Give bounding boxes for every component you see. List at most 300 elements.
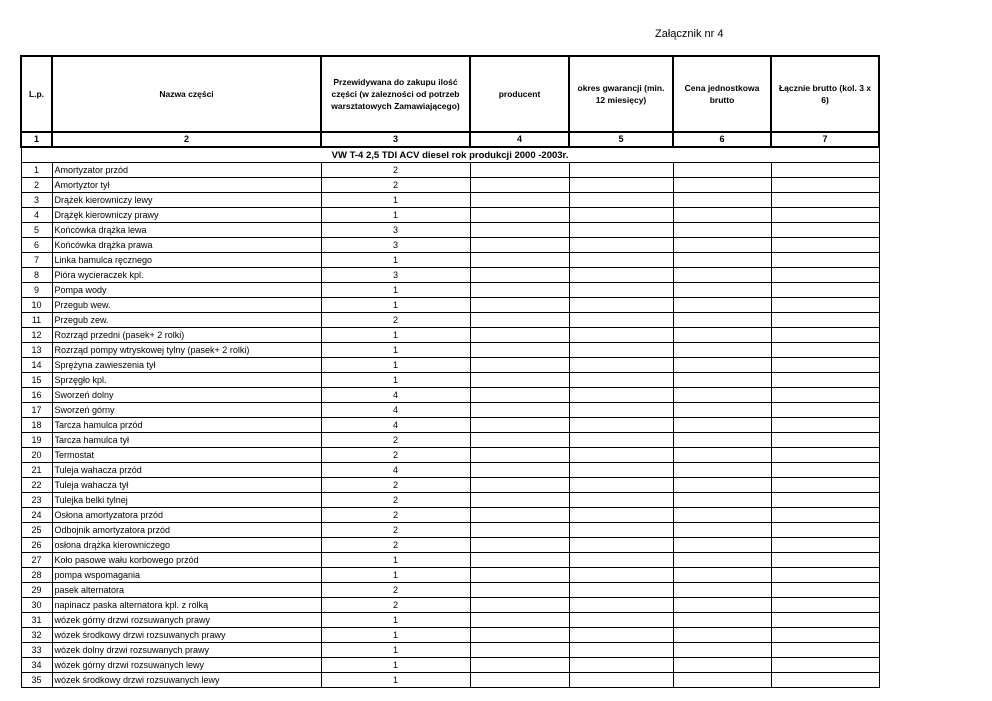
row-lp-cell: 18 bbox=[21, 418, 52, 433]
row-lp-cell: 2 bbox=[21, 178, 52, 193]
row-producer-cell bbox=[470, 208, 569, 223]
row-warranty-cell bbox=[569, 448, 673, 463]
table-row bbox=[21, 163, 879, 178]
row-total-cell bbox=[771, 373, 879, 388]
row-warranty-cell bbox=[569, 178, 673, 193]
row-producer-cell bbox=[470, 253, 569, 268]
row-producer-cell bbox=[470, 163, 569, 178]
row-producer-cell bbox=[470, 508, 569, 523]
row-qty-cell: 1 bbox=[321, 253, 470, 268]
row-total-cell bbox=[771, 478, 879, 493]
row-lp-cell: 16 bbox=[21, 388, 52, 403]
row-name-cell: Końcówka drążka prawa bbox=[52, 238, 321, 253]
table-row bbox=[21, 568, 879, 583]
row-total-cell bbox=[771, 643, 879, 658]
row-lp-cell: 35 bbox=[21, 673, 52, 688]
header-unit-price: Cena jednostkowa brutto bbox=[673, 56, 771, 132]
row-producer-cell bbox=[470, 643, 569, 658]
row-unit-price-cell bbox=[673, 418, 771, 433]
row-total-cell bbox=[771, 418, 879, 433]
row-name-cell: Odbojnik amortyzatora przód bbox=[52, 523, 321, 538]
row-name-cell: Koło pasowe wału korbowego przód bbox=[52, 553, 321, 568]
row-warranty-cell bbox=[569, 373, 673, 388]
row-producer-cell bbox=[470, 268, 569, 283]
table-row bbox=[21, 553, 879, 568]
row-name-cell: Sworzeń górny bbox=[52, 403, 321, 418]
row-producer-cell bbox=[470, 433, 569, 448]
row-lp-cell: 6 bbox=[21, 238, 52, 253]
row-producer-cell bbox=[470, 418, 569, 433]
row-unit-price-cell bbox=[673, 193, 771, 208]
table-row bbox=[21, 583, 879, 598]
table-row bbox=[21, 403, 879, 418]
row-lp-cell: 5 bbox=[21, 223, 52, 238]
row-warranty-cell bbox=[569, 298, 673, 313]
row-qty-cell: 2 bbox=[321, 178, 470, 193]
row-warranty-cell bbox=[569, 673, 673, 688]
row-warranty-cell bbox=[569, 658, 673, 673]
row-name-cell: napinacz paska alternatora kpl. z rolką bbox=[52, 598, 321, 613]
row-producer-cell bbox=[470, 283, 569, 298]
row-qty-cell: 4 bbox=[321, 463, 470, 478]
row-total-cell bbox=[771, 268, 879, 283]
row-warranty-cell bbox=[569, 253, 673, 268]
row-qty-cell: 1 bbox=[321, 358, 470, 373]
row-unit-price-cell bbox=[673, 478, 771, 493]
row-qty-cell: 1 bbox=[321, 568, 470, 583]
row-qty-cell: 1 bbox=[321, 613, 470, 628]
row-producer-cell bbox=[470, 223, 569, 238]
row-total-cell bbox=[771, 193, 879, 208]
row-total-cell bbox=[771, 328, 879, 343]
row-lp-cell: 3 bbox=[21, 193, 52, 208]
row-producer-cell bbox=[470, 298, 569, 313]
row-unit-price-cell bbox=[673, 493, 771, 508]
row-total-cell bbox=[771, 358, 879, 373]
row-warranty-cell bbox=[569, 313, 673, 328]
row-total-cell bbox=[771, 433, 879, 448]
row-warranty-cell bbox=[569, 583, 673, 598]
row-unit-price-cell bbox=[673, 388, 771, 403]
row-warranty-cell bbox=[569, 223, 673, 238]
row-total-cell bbox=[771, 673, 879, 688]
row-qty-cell: 1 bbox=[321, 298, 470, 313]
row-unit-price-cell bbox=[673, 508, 771, 523]
row-producer-cell bbox=[470, 493, 569, 508]
row-qty-cell: 1 bbox=[321, 673, 470, 688]
row-unit-price-cell bbox=[673, 463, 771, 478]
row-name-cell: wózek środkowy drzwi rozsuwanych prawy bbox=[52, 628, 321, 643]
row-producer-cell bbox=[470, 598, 569, 613]
row-total-cell bbox=[771, 178, 879, 193]
table-row bbox=[21, 643, 879, 658]
row-producer-cell bbox=[470, 238, 569, 253]
row-total-cell bbox=[771, 508, 879, 523]
table-row bbox=[21, 538, 879, 553]
row-total-cell bbox=[771, 583, 879, 598]
row-qty-cell: 2 bbox=[321, 478, 470, 493]
row-lp-cell: 25 bbox=[21, 523, 52, 538]
row-warranty-cell bbox=[569, 613, 673, 628]
row-warranty-cell bbox=[569, 268, 673, 283]
row-qty-cell: 1 bbox=[321, 553, 470, 568]
row-name-cell: Przegub zew. bbox=[52, 313, 321, 328]
row-name-cell: Drążek kierowniczy lewy bbox=[52, 193, 321, 208]
row-producer-cell bbox=[470, 328, 569, 343]
table-row bbox=[21, 673, 879, 688]
row-total-cell bbox=[771, 523, 879, 538]
row-warranty-cell bbox=[569, 538, 673, 553]
row-unit-price-cell bbox=[673, 403, 771, 418]
row-lp-cell: 12 bbox=[21, 328, 52, 343]
table-row bbox=[21, 628, 879, 643]
row-lp-cell: 13 bbox=[21, 343, 52, 358]
table-row bbox=[21, 493, 879, 508]
row-producer-cell bbox=[470, 463, 569, 478]
row-warranty-cell bbox=[569, 163, 673, 178]
row-total-cell bbox=[771, 313, 879, 328]
row-warranty-cell bbox=[569, 478, 673, 493]
header-name: Nazwa części bbox=[52, 56, 321, 132]
row-producer-cell bbox=[470, 313, 569, 328]
row-unit-price-cell bbox=[673, 163, 771, 178]
row-name-cell: Drążęk kierowniczy prawy bbox=[52, 208, 321, 223]
row-total-cell bbox=[771, 298, 879, 313]
row-qty-cell: 2 bbox=[321, 163, 470, 178]
row-warranty-cell bbox=[569, 598, 673, 613]
row-unit-price-cell bbox=[673, 628, 771, 643]
row-unit-price-cell bbox=[673, 178, 771, 193]
table-row bbox=[21, 253, 879, 268]
row-warranty-cell bbox=[569, 493, 673, 508]
row-name-cell: Tarcza hamulca tył bbox=[52, 433, 321, 448]
column-number: 1 bbox=[21, 132, 52, 147]
row-warranty-cell bbox=[569, 403, 673, 418]
section-title: VW T-4 2,5 TDI ACV diesel rok produkcji 2000 -2003r. bbox=[21, 147, 879, 163]
row-name-cell: Sprzęgło kpl. bbox=[52, 373, 321, 388]
row-qty-cell: 2 bbox=[321, 598, 470, 613]
row-total-cell bbox=[771, 208, 879, 223]
row-qty-cell: 4 bbox=[321, 418, 470, 433]
row-qty-cell: 1 bbox=[321, 208, 470, 223]
row-lp-cell: 34 bbox=[21, 658, 52, 673]
header-lp: L.p. bbox=[21, 56, 52, 132]
row-unit-price-cell bbox=[673, 673, 771, 688]
row-unit-price-cell bbox=[673, 358, 771, 373]
row-qty-cell: 1 bbox=[321, 373, 470, 388]
row-total-cell bbox=[771, 163, 879, 178]
row-producer-cell bbox=[470, 613, 569, 628]
row-unit-price-cell bbox=[673, 538, 771, 553]
row-warranty-cell bbox=[569, 523, 673, 538]
row-total-cell bbox=[771, 568, 879, 583]
table-row bbox=[21, 298, 879, 313]
row-lp-cell: 17 bbox=[21, 403, 52, 418]
row-name-cell: osłona drążka kierowniczego bbox=[52, 538, 321, 553]
row-unit-price-cell bbox=[673, 643, 771, 658]
row-lp-cell: 9 bbox=[21, 283, 52, 298]
row-lp-cell: 32 bbox=[21, 628, 52, 643]
row-producer-cell bbox=[470, 358, 569, 373]
row-unit-price-cell bbox=[673, 583, 771, 598]
table-row bbox=[21, 448, 879, 463]
row-qty-cell: 2 bbox=[321, 583, 470, 598]
header-qty: Przewidywana do zakupu ilość części (w zalezności od potrzeb warsztatowych Zamawiającego) bbox=[321, 56, 470, 132]
row-lp-cell: 15 bbox=[21, 373, 52, 388]
row-warranty-cell bbox=[569, 643, 673, 658]
row-warranty-cell bbox=[569, 568, 673, 583]
row-qty-cell: 2 bbox=[321, 508, 470, 523]
row-unit-price-cell bbox=[673, 658, 771, 673]
row-producer-cell bbox=[470, 373, 569, 388]
row-lp-cell: 21 bbox=[21, 463, 52, 478]
row-qty-cell: 2 bbox=[321, 538, 470, 553]
row-warranty-cell bbox=[569, 238, 673, 253]
row-unit-price-cell bbox=[673, 523, 771, 538]
row-name-cell: Końcówka drążka lewa bbox=[52, 223, 321, 238]
column-number: 7 bbox=[771, 132, 879, 147]
row-lp-cell: 10 bbox=[21, 298, 52, 313]
row-qty-cell: 4 bbox=[321, 403, 470, 418]
table-row bbox=[21, 433, 879, 448]
table-row bbox=[21, 523, 879, 538]
row-name-cell: wózek dolny drzwi rozsuwanych prawy bbox=[52, 643, 321, 658]
attachment-label: Załącznik nr 4 bbox=[655, 28, 724, 40]
row-name-cell: Termostat bbox=[52, 448, 321, 463]
row-producer-cell bbox=[470, 388, 569, 403]
row-warranty-cell bbox=[569, 193, 673, 208]
row-total-cell bbox=[771, 493, 879, 508]
row-unit-price-cell bbox=[673, 373, 771, 388]
row-total-cell bbox=[771, 538, 879, 553]
row-unit-price-cell bbox=[673, 613, 771, 628]
row-name-cell: wózek środkowy drzwi rozsuwanych lewy bbox=[52, 673, 321, 688]
row-total-cell bbox=[771, 403, 879, 418]
column-number: 4 bbox=[470, 132, 569, 147]
header-row bbox=[21, 56, 879, 132]
row-unit-price-cell bbox=[673, 598, 771, 613]
column-number: 3 bbox=[321, 132, 470, 147]
row-name-cell: Tarcza hamulca przód bbox=[52, 418, 321, 433]
row-qty-cell: 1 bbox=[321, 628, 470, 643]
row-warranty-cell bbox=[569, 628, 673, 643]
row-warranty-cell bbox=[569, 433, 673, 448]
table-row bbox=[21, 223, 879, 238]
row-warranty-cell bbox=[569, 508, 673, 523]
header-total: Łącznie brutto (kol. 3 x 6) bbox=[771, 56, 879, 132]
row-producer-cell bbox=[470, 403, 569, 418]
row-lp-cell: 29 bbox=[21, 583, 52, 598]
row-unit-price-cell bbox=[673, 448, 771, 463]
row-qty-cell: 1 bbox=[321, 328, 470, 343]
header-producer: producent bbox=[470, 56, 569, 132]
row-producer-cell bbox=[470, 193, 569, 208]
row-warranty-cell bbox=[569, 343, 673, 358]
row-qty-cell: 4 bbox=[321, 388, 470, 403]
row-total-cell bbox=[771, 283, 879, 298]
row-total-cell bbox=[771, 463, 879, 478]
row-qty-cell: 1 bbox=[321, 283, 470, 298]
row-lp-cell: 7 bbox=[21, 253, 52, 268]
row-producer-cell bbox=[470, 583, 569, 598]
row-name-cell: wózek górny drzwi rozsuwanych lewy bbox=[52, 658, 321, 673]
row-name-cell: Linka hamulca ręcznego bbox=[52, 253, 321, 268]
table-row bbox=[21, 598, 879, 613]
table-row bbox=[21, 478, 879, 493]
row-unit-price-cell bbox=[673, 298, 771, 313]
row-name-cell: Sprężyna zawieszenia tył bbox=[52, 358, 321, 373]
row-total-cell bbox=[771, 613, 879, 628]
table-row bbox=[21, 283, 879, 298]
column-number-row bbox=[21, 132, 879, 147]
row-lp-cell: 22 bbox=[21, 478, 52, 493]
row-total-cell bbox=[771, 628, 879, 643]
row-lp-cell: 33 bbox=[21, 643, 52, 658]
row-warranty-cell bbox=[569, 283, 673, 298]
row-lp-cell: 26 bbox=[21, 538, 52, 553]
row-total-cell bbox=[771, 658, 879, 673]
parts-table bbox=[20, 55, 880, 688]
row-producer-cell bbox=[470, 553, 569, 568]
header-warranty: okres gwarancji (min. 12 miesięcy) bbox=[569, 56, 673, 132]
row-name-cell: pompa wspomagania bbox=[52, 568, 321, 583]
table-row bbox=[21, 193, 879, 208]
row-qty-cell: 2 bbox=[321, 433, 470, 448]
row-unit-price-cell bbox=[673, 283, 771, 298]
column-number: 5 bbox=[569, 132, 673, 147]
row-producer-cell bbox=[470, 568, 569, 583]
row-producer-cell bbox=[470, 178, 569, 193]
row-producer-cell bbox=[470, 343, 569, 358]
row-warranty-cell bbox=[569, 418, 673, 433]
row-qty-cell: 3 bbox=[321, 238, 470, 253]
row-lp-cell: 19 bbox=[21, 433, 52, 448]
row-warranty-cell bbox=[569, 208, 673, 223]
row-unit-price-cell bbox=[673, 253, 771, 268]
row-qty-cell: 2 bbox=[321, 493, 470, 508]
row-name-cell: Amortyztor tył bbox=[52, 178, 321, 193]
row-total-cell bbox=[771, 388, 879, 403]
row-qty-cell: 1 bbox=[321, 343, 470, 358]
row-lp-cell: 8 bbox=[21, 268, 52, 283]
row-unit-price-cell bbox=[673, 238, 771, 253]
row-qty-cell: 3 bbox=[321, 223, 470, 238]
row-lp-cell: 1 bbox=[21, 163, 52, 178]
table-row bbox=[21, 358, 879, 373]
row-name-cell: Tuleja wahacza tył bbox=[52, 478, 321, 493]
row-name-cell: Rozrząd przedni (pasek+ 2 rolki) bbox=[52, 328, 321, 343]
row-name-cell: Pompa wody bbox=[52, 283, 321, 298]
table-row bbox=[21, 313, 879, 328]
table-row bbox=[21, 268, 879, 283]
row-total-cell bbox=[771, 223, 879, 238]
row-warranty-cell bbox=[569, 463, 673, 478]
table-row bbox=[21, 373, 879, 388]
table-row bbox=[21, 463, 879, 478]
row-total-cell bbox=[771, 598, 879, 613]
row-producer-cell bbox=[470, 448, 569, 463]
row-qty-cell: 3 bbox=[321, 268, 470, 283]
row-total-cell bbox=[771, 238, 879, 253]
row-qty-cell: 1 bbox=[321, 658, 470, 673]
row-name-cell: Rozrząd pompy wtryskowej tylny (pasek+ 2 rolki) bbox=[52, 343, 321, 358]
table-row bbox=[21, 238, 879, 253]
row-qty-cell: 2 bbox=[321, 523, 470, 538]
row-unit-price-cell bbox=[673, 223, 771, 238]
row-lp-cell: 4 bbox=[21, 208, 52, 223]
row-unit-price-cell bbox=[673, 328, 771, 343]
row-producer-cell bbox=[470, 538, 569, 553]
row-lp-cell: 31 bbox=[21, 613, 52, 628]
row-qty-cell: 2 bbox=[321, 448, 470, 463]
row-total-cell bbox=[771, 253, 879, 268]
row-warranty-cell bbox=[569, 328, 673, 343]
row-total-cell bbox=[771, 448, 879, 463]
row-lp-cell: 30 bbox=[21, 598, 52, 613]
row-lp-cell: 11 bbox=[21, 313, 52, 328]
row-unit-price-cell bbox=[673, 343, 771, 358]
row-name-cell: pasek alternatora bbox=[52, 583, 321, 598]
row-warranty-cell bbox=[569, 553, 673, 568]
table-row bbox=[21, 658, 879, 673]
row-unit-price-cell bbox=[673, 553, 771, 568]
section-row bbox=[21, 147, 879, 163]
row-warranty-cell bbox=[569, 358, 673, 373]
table-row bbox=[21, 328, 879, 343]
row-qty-cell: 2 bbox=[321, 313, 470, 328]
table-row bbox=[21, 508, 879, 523]
row-lp-cell: 24 bbox=[21, 508, 52, 523]
table-row bbox=[21, 208, 879, 223]
row-unit-price-cell bbox=[673, 313, 771, 328]
row-name-cell: Tuleja wahacza przód bbox=[52, 463, 321, 478]
column-number: 2 bbox=[52, 132, 321, 147]
row-name-cell: Przegub wew. bbox=[52, 298, 321, 313]
row-total-cell bbox=[771, 553, 879, 568]
row-unit-price-cell bbox=[673, 433, 771, 448]
row-name-cell: Tulejka belki tylnej bbox=[52, 493, 321, 508]
row-producer-cell bbox=[470, 523, 569, 538]
row-qty-cell: 1 bbox=[321, 643, 470, 658]
row-name-cell: Osłona amortyzatora przód bbox=[52, 508, 321, 523]
table-row bbox=[21, 343, 879, 358]
row-name-cell: wózek górny drzwi rozsuwanych prawy bbox=[52, 613, 321, 628]
table-row bbox=[21, 613, 879, 628]
row-producer-cell bbox=[470, 658, 569, 673]
row-lp-cell: 20 bbox=[21, 448, 52, 463]
table-row bbox=[21, 388, 879, 403]
row-lp-cell: 27 bbox=[21, 553, 52, 568]
row-producer-cell bbox=[470, 478, 569, 493]
row-producer-cell bbox=[470, 628, 569, 643]
row-lp-cell: 28 bbox=[21, 568, 52, 583]
column-number: 6 bbox=[673, 132, 771, 147]
row-warranty-cell bbox=[569, 388, 673, 403]
row-name-cell: Sworzeń dolny bbox=[52, 388, 321, 403]
row-name-cell: Pióra wycieraczek kpl. bbox=[52, 268, 321, 283]
row-lp-cell: 14 bbox=[21, 358, 52, 373]
row-unit-price-cell bbox=[673, 208, 771, 223]
row-unit-price-cell bbox=[673, 268, 771, 283]
row-name-cell: Amortyzator przód bbox=[52, 163, 321, 178]
row-total-cell bbox=[771, 343, 879, 358]
row-producer-cell bbox=[470, 673, 569, 688]
table-row bbox=[21, 418, 879, 433]
row-unit-price-cell bbox=[673, 568, 771, 583]
row-lp-cell: 23 bbox=[21, 493, 52, 508]
row-qty-cell: 1 bbox=[321, 193, 470, 208]
table-row bbox=[21, 178, 879, 193]
